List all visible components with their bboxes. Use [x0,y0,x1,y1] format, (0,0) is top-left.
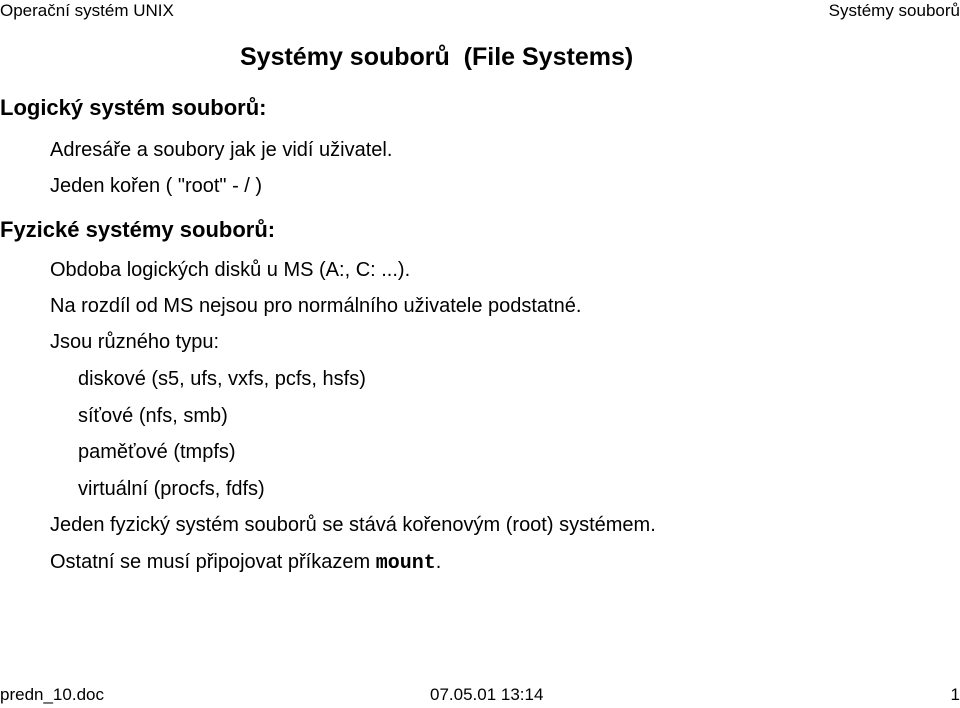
root-line: Jeden fyzický systém souborů se stává kořenovým (root) systémem. [50,514,656,536]
footer-timestamp: 07.05.01 13:14 [430,685,544,704]
logical-heading: Logický systém souborů: [0,95,267,120]
fs-type-network: síťové (nfs, smb) [78,405,228,427]
physical-heading: Fyzické systémy souborů: [0,217,276,242]
header-left: Operační systém UNIX [0,1,174,20]
fs-type-disk: diskové (s5, ufs, vxfs, pcfs, hsfs) [78,368,366,390]
mount-line-prefix: Ostatní se musí připojovat příkazem [50,551,376,573]
logical-line-1: Adresáře a soubory jak je vidí uživatel. [50,139,393,161]
logical-line-2: Jeden kořen ( "root" - / ) [50,175,263,197]
footer-page-number: 1 [950,685,960,704]
fs-type-memory: paměťové (tmpfs) [78,441,236,463]
physical-line-1: Obdoba logických disků u MS (A:, C: ...). [50,259,411,281]
header-right: Systémy souborů [828,1,960,20]
footer-filename: predn_10.doc [0,685,104,704]
mount-line-suffix: . [435,551,442,573]
physical-line-2: Na rozdíl od MS nejsou pro normálního uživatele podstatné. [50,295,582,317]
physical-line-3: Jsou různého typu: [50,331,219,353]
mount-command: mount [375,552,436,575]
fs-type-virtual: virtuální (procfs, fdfs) [78,478,265,500]
page-title: Systémy souborů (File Systems) [240,43,634,71]
mount-line [50,550,441,576]
